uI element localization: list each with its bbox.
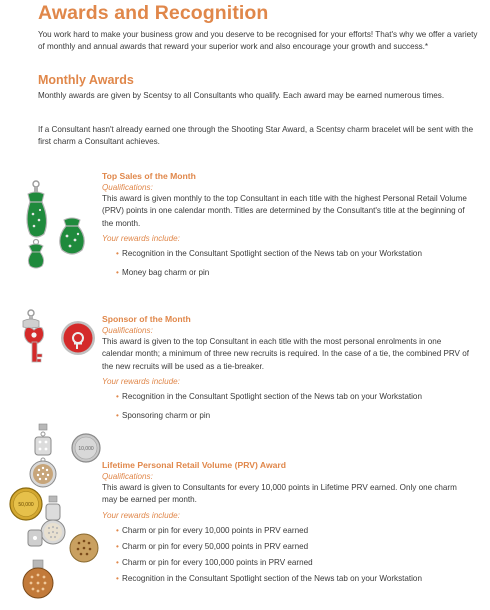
list-item: • Money bag charm or pin xyxy=(116,267,472,279)
award-title: Top Sales of the Month xyxy=(102,171,196,181)
rewards-list xyxy=(102,248,472,280)
rewards-list xyxy=(102,391,472,423)
award-description: This award is given to the top Consultant in each title with the most personal enrolments in one calendar month; a minimum of three new recruits is required. In the case of a tie, the combined PRV of the new recruits will be used as a tie-breaker. xyxy=(102,337,469,371)
award-title: Lifetime Personal Retail Volume (PRV) Award xyxy=(102,460,287,470)
silver-coin-engraving: 10,000 xyxy=(78,446,94,452)
qualifications-label: Qualifications: xyxy=(102,183,153,192)
award-sponsor-of-month xyxy=(102,314,472,429)
award-description: This award is given to Consultants for every 10,000 points in Lifetime PRV earned. Only one charm may be earned per month. xyxy=(102,483,457,505)
list-item: • Sponsoring charm or pin xyxy=(116,410,472,422)
award-title: Sponsor of the Month xyxy=(102,314,191,324)
monthly-awards-paragraph-2: If a Consultant hasn't already earned one through the Shooting Star Award, a Scentsy charm bracelet will be sent with the first charm a Consultant achieves. xyxy=(38,125,474,147)
list-item: • Recognition in the Consultant Spotlight section of the News tab on your Workstation xyxy=(116,573,472,585)
lifetime-prv-charms-image xyxy=(2,420,102,602)
intro-paragraph: You work hard to make your business grow and you deserve to be recognised for your efforts! That's why we offer a variety of monthly and annual awards that reward your superior work and also encourage your growth and success.* xyxy=(38,30,478,52)
rewards-label: Your rewards include: xyxy=(102,510,180,520)
money-bag-charm-image xyxy=(20,180,92,270)
sponsor-charm-image xyxy=(20,306,100,374)
award-top-sales xyxy=(102,171,472,286)
list-item: • Charm or pin for every 100,000 points in PRV earned xyxy=(116,557,472,569)
qualifications-label: Qualifications: xyxy=(102,472,153,481)
monthly-awards-paragraph-1: Monthly awards are given by Scentsy to all Consultants who qualify. Each award may be earned numerous times. xyxy=(38,91,445,100)
rewards-label: Your rewards include: xyxy=(102,376,180,386)
gold-coin-engraving: 50,000 xyxy=(18,502,34,508)
award-lifetime-prv xyxy=(102,460,472,590)
qualifications-label: Qualifications: xyxy=(102,326,153,335)
list-item: • Charm or pin for every 10,000 points in PRV earned xyxy=(116,525,472,537)
page-title: Awards and Recognition xyxy=(38,2,269,24)
rewards-list xyxy=(102,525,472,586)
monthly-awards-heading: Monthly Awards xyxy=(38,73,134,87)
award-description: This award is given monthly to the top Consultant in each title with the highest Personal Retail Volume (PRV) points in one calendar month. Titles are determined by the Consultant's title at the beginning of the month. xyxy=(102,194,467,228)
list-item: • Recognition in the Consultant Spotlight section of the News tab on your Workstation xyxy=(116,391,472,403)
rewards-label: Your rewards include: xyxy=(102,233,180,243)
list-item: • Charm or pin for every 50,000 points in PRV earned xyxy=(116,541,472,553)
list-item: • Recognition in the Consultant Spotlight section of the News tab on your Workstation xyxy=(116,248,472,260)
